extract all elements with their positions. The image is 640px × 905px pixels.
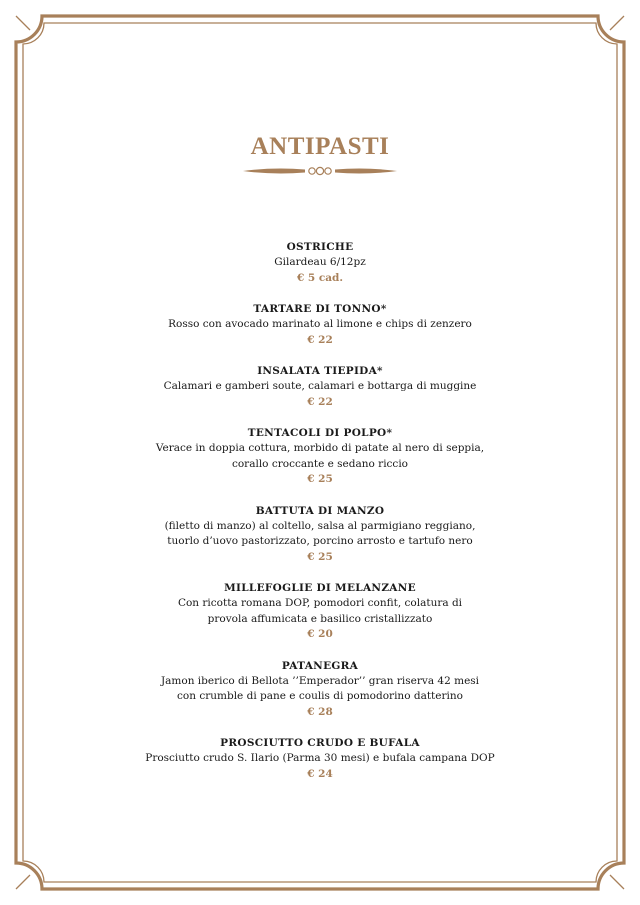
menu-item — [40, 302, 600, 348]
title-ornament-divider — [243, 163, 397, 179]
menu-item-description: Gilardeau 6/12pz — [274, 256, 366, 268]
menu-item-description: Rosso con avocado marinato al limone e chips di zenzero — [168, 318, 472, 330]
menu-item-description: Calamari e gamberi soute, calamari e bottarga di muggine — [163, 380, 477, 392]
menu-item-description: corallo croccante e sedano riccio — [231, 457, 408, 470]
menu-item-description: (filetto di manzo) al coltello, salsa al parmigiano reggiano, — [164, 519, 476, 532]
menu-item-price: € 20 — [307, 628, 333, 640]
menu-item-price: € 22 — [307, 333, 333, 346]
menu-item-description: Con ricotta romana DOP, pomodori confit, colatura di — [177, 597, 463, 609]
menu-item-description: tuorlo d’uovo pastorizzato, porcino arrosto e tartufo nero — [167, 535, 473, 547]
menu-item — [40, 364, 600, 410]
menu-item-price: € 5 cad. — [296, 271, 344, 284]
menu-item-price: € 24 — [307, 767, 333, 780]
menu-item-name: MILLEFOGLIE DI MELANZANE — [224, 582, 416, 594]
menu-item — [40, 736, 600, 782]
menu-item-name: TENTACOLI DI POLPO* — [247, 427, 393, 439]
menu-item-description: Jamon iberico di Bellota ’’Emperador’’ gran riserva 42 mesi — [160, 674, 480, 687]
page-title: ANTIPASTI — [250, 133, 390, 160]
menu-item-price: € 25 — [307, 550, 333, 563]
menu-item-name: PATANEGRA — [281, 659, 359, 672]
menu-item-name: PROSCIUTTO CRUDO E BUFALA — [220, 737, 420, 749]
menu-item — [40, 659, 600, 720]
menu-item-price: € 28 — [307, 705, 333, 718]
menu-item — [40, 581, 600, 642]
menu-item-name: BATTUTA DI MANZO — [255, 504, 385, 517]
menu-item-name: INSALATA TIEPIDA* — [257, 365, 383, 377]
menu-item-price: € 25 — [307, 473, 333, 485]
menu-item — [40, 426, 600, 487]
menu-item — [40, 504, 600, 565]
menu-item-price: € 22 — [307, 395, 333, 408]
menu-item-description: provola affumicata e basilico cristallizzato — [207, 612, 433, 625]
menu-item-description: Prosciutto crudo S. Ilario (Parma 30 mesi) e bufala campana DOP — [145, 752, 495, 764]
menu-item-list — [40, 240, 600, 798]
menu-item-name: OSTRICHE — [286, 241, 354, 253]
menu-item — [40, 240, 600, 286]
menu-item-name: TARTARE DI TONNO* — [253, 303, 387, 315]
menu-item-description: con crumble di pane e coulis di pomodorino datterino — [177, 690, 463, 702]
menu-item-description: Verace in doppia cottura, morbido di patate al nero di seppia, — [155, 442, 485, 454]
